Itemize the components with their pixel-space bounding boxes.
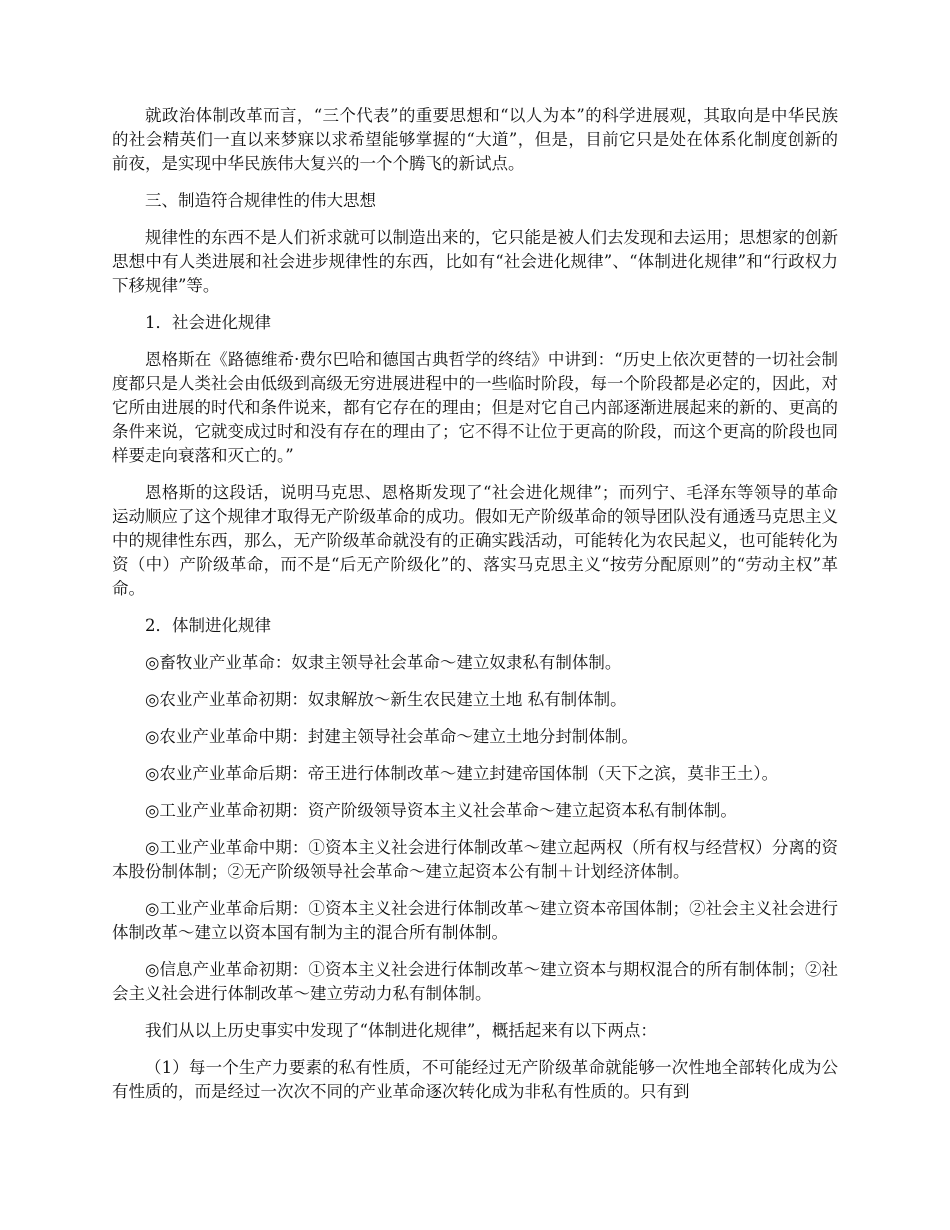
paragraph-engels-explanation: 恩格斯的这段话，说明马克思、恩格斯发现了“社会进化规律”；而列宁、毛泽东等领导的革命运动顺应了这个规律才取得无产阶级革命的成功。假如无产阶级革命的领导团队没有通透马克思主义中的规律性东西，那么，无产阶级革命就没有的正确实践活动，可能转化为农民起义，也可能转化为资（中）产阶级革命，而不是“后无产阶级化”的、落实马克思主义“按劳分配原则”的“劳动主权”革命。 (112, 483, 838, 598)
paragraph-engels-quote: 恩格斯在《路德维希·费尔巴哈和德国古典哲学的终结》中讲到：“历史上依次更替的一切社会制度都只是人类社会由低级到高级无穷进展进程中的一些临时阶段，每一个阶段都是必定的，因此，对它所由进展的时代和条件说来，都有它存在的理由；但是对它自己内部逐渐进展起来的新的、更高的条件来说，它就变成过时和没有存在的理由了；它不得不让位于更高的阶段，而这个更高的阶段也同样要走向衰落和灭亡的。” (112, 350, 838, 465)
subheading-system-evolution: 2．体制进化规律 (145, 616, 271, 635)
section-heading-3: 三、制造符合规律性的伟大思想 (145, 191, 376, 210)
document-page (112, 104, 838, 1117)
paragraph-summary-intro: 我们从以上历史事实中发现了“体制进化规律”，概括起来有以下两点： (145, 1021, 657, 1040)
list-item-agri-late: ◎农业产业革命后期：帝王进行体制改革～建立封建帝国体制（天下之滨，莫非王土）。 (145, 764, 779, 783)
list-item-information-early: ◎信息产业革命初期：①资本主义社会进行体制改革～建立资本与期权混合的所有制体制；②社会主义社会进行体制改革～建立劳动力私有制体制。 (112, 960, 838, 1003)
subheading-social-evolution: 1．社会进化规律 (145, 313, 271, 332)
list-item-industrial-late: ◎工业产业革命后期：①资本主义社会进行体制改革～建立资本帝国体制；②社会主义社会进行体制改革～建立以资本国有制为主的混合所有制体制。 (112, 899, 838, 942)
paragraph-regularity-intro: 规律性的东西不是人们祈求就可以制造出来的，它只能是被人们去发现和去运用；思想家的创新思想中有人类进展和社会进步规律性的东西，比如有“社会进化规律”、“体制进化规律”和“行政权力下移规律”等。 (112, 228, 838, 295)
list-item-industrial-early: ◎工业产业革命初期：资产阶级领导资本主义社会革命～建立起资本私有制体制。 (145, 801, 737, 820)
list-item-agri-middle: ◎农业产业革命中期：封建主领导社会革命～建立土地分封制体制。 (145, 727, 638, 746)
list-item-industrial-middle: ◎工业产业革命中期：①资本主义社会进行体制改革～建立起两权（所有权与经营权）分离的资本股份制体制；②无产阶级领导社会革命～建立起资本公有制＋计划经济体制。 (112, 838, 838, 881)
paragraph-point-1: （1）每一个生产力要素的私有性质，不可能经过无产阶级革命就能够一次性地全部转化成为公有性质的，而是经过一次次不同的产业革命逐次转化成为非私有性质的。只有到 (112, 1058, 838, 1101)
paragraph-political-reform: 就政治体制改革而言，“三个代表”的重要思想和“以人为本”的科学进展观，其取向是中华民族的社会精英们一直以来梦寐以求希望能够掌握的“大道”，但是，目前它只是处在体系化制度创新的前夜，是实现中华民族伟大复兴的一个个腾飞的新试点。 (112, 106, 838, 173)
list-item-agri-early: ◎农业产业革命初期：奴隶解放～新生农民建立土地 私有制体制。 (145, 690, 627, 709)
list-item-pastoral-revolution: ◎畜牧业产业革命：奴隶主领导社会革命～建立奴隶私有制体制。 (145, 653, 622, 672)
